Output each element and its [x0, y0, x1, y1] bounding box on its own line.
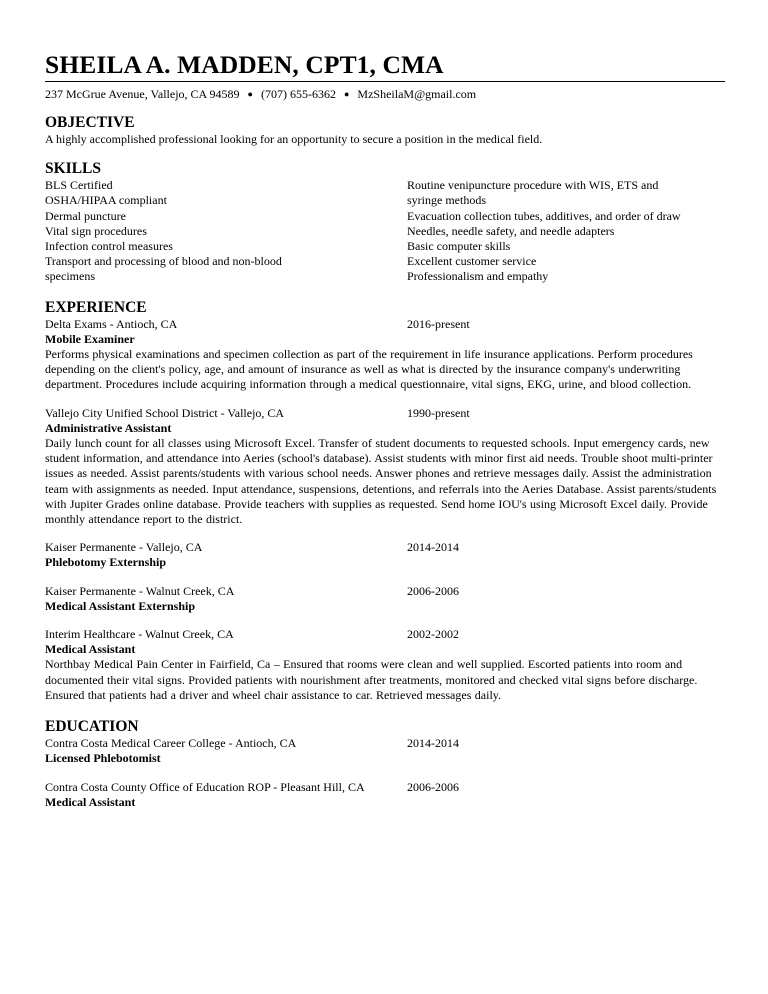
job-title: Medical Assistant: [45, 642, 136, 657]
job-description: Northbay Medical Pain Center in Fairfield, Ca – Ensured that rooms were clean and well supplied. Escorted patients into room and documented their vital signs. Provided patients with nourishment after treatments, monitored and checked vital signs before discharge. Ensured that patients had a driver and wheel chair assistance to car. Retrieved messages daily.: [45, 657, 698, 702]
education-dates: 2006-2006: [407, 779, 459, 794]
job-description: Daily lunch count for all classes using Microsoft Excel. Transfer of student documents to requested schools. Input emergency cards, new student information, and attendance into Aeries (school's database). Assist students with minor first aid needs. Trouble shoot multi-printer issues as needed. Assist parents/students with various school needs. Answer phones and retrieve messages daily. Assist the administration team with assignments as needed. Input attendance, suspensions, detentions, and referrals into the Aeries Database. Assist parents/students with Jupiter Grades online database. Provide teachers with supplies as requested. Send home IOU's using Microsoft Excel daily. Provide monthly attendance report to the district.: [45, 436, 717, 527]
email: MzSheilaM@gmail.com: [357, 87, 477, 101]
job-title: Medical Assistant Externship: [45, 598, 196, 613]
skill-item: Vital sign procedures: [45, 223, 147, 238]
job-employer: Vallejo City Unified School District - Vallejo, CA: [45, 405, 285, 420]
education-credential: Medical Assistant: [45, 794, 136, 809]
header-divider: [45, 81, 725, 82]
job-entry: [45, 317, 725, 393]
education-credential: Licensed Phlebotomist: [45, 751, 161, 766]
job-employer: Interim Healthcare - Walnut Creek, CA: [45, 627, 234, 642]
resume-page: [45, 50, 725, 810]
job-entry: [45, 406, 725, 528]
skill-item: OSHA/HIPAA compliant: [45, 193, 167, 208]
experience-section: [45, 299, 725, 703]
skill-item: Professionalism and empathy: [407, 269, 549, 284]
education-school: Contra Costa Medical Career College - Antioch, CA: [45, 736, 297, 751]
job-employer: Kaiser Permanente - Vallejo, CA: [45, 540, 203, 555]
skills-right-column: [407, 178, 725, 284]
skill-item: Dermal puncture: [45, 208, 126, 223]
job-entry: [45, 584, 725, 614]
skill-item: syringe methods: [407, 193, 486, 208]
skill-item: specimens: [45, 269, 95, 284]
address: 237 McGrue Avenue, Vallejo, CA 94589: [45, 87, 240, 101]
education-school: Contra Costa County Office of Education ROP - Pleasant Hill, CA: [45, 779, 365, 794]
skills-left-column: [45, 178, 407, 284]
bullet-separator-icon: ●: [343, 89, 350, 99]
job-dates: 2002-2002: [407, 627, 459, 642]
objective-section: [45, 114, 725, 147]
job-description: Performs physical examinations and specimen collection as part of the requirement in life insurance applications. Perform procedures depending on the client's policy, age, and amount of insurance as well as what is directed by the insurance company's underwriting department. Procedures include acquiring information through a medical questionnaire, vital signs, EKG, urine, and blood collection.: [45, 347, 693, 392]
education-entry: [45, 780, 725, 810]
skill-item: Excellent customer service: [407, 254, 537, 269]
candidate-name: SHEILA A. MADDEN, CPT1, CMA: [45, 50, 444, 79]
job-employer: Delta Exams - Antioch, CA: [45, 316, 178, 331]
skills-columns: [45, 178, 725, 284]
skill-item: BLS Certified: [45, 178, 113, 193]
objective-heading: OBJECTIVE: [45, 114, 135, 131]
education-heading: EDUCATION: [45, 718, 139, 736]
experience-heading: EXPERIENCE: [45, 298, 147, 316]
skill-item: Transport and processing of blood and non-blood: [45, 254, 282, 269]
skill-item: Basic computer skills: [407, 239, 511, 254]
resume-header: [45, 50, 725, 102]
objective-text: A highly accomplished professional looking for an opportunity to secure a position in the medical field.: [45, 132, 543, 146]
job-title: Mobile Examiner: [45, 331, 135, 346]
job-dates: 2006-2006: [407, 583, 459, 598]
job-employer: Kaiser Permanente - Walnut Creek, CA: [45, 583, 235, 598]
job-title: Administrative Assistant: [45, 420, 172, 435]
job-entry: [45, 540, 725, 570]
education-dates: 2014-2014: [407, 736, 459, 751]
job-dates: 2014-2014: [407, 540, 459, 555]
skills-heading: SKILLS: [45, 160, 102, 178]
contact-line: [45, 86, 725, 102]
skills-section: [45, 160, 725, 284]
skill-item: Routine venipuncture procedure with WIS, ETS and: [407, 178, 659, 193]
job-dates: 1990-present: [407, 405, 470, 420]
education-section: [45, 718, 725, 810]
skill-item: Needles, needle safety, and needle adapters: [407, 223, 615, 238]
skill-item: Infection control measures: [45, 239, 173, 254]
phone: (707) 655-6362: [260, 87, 336, 101]
job-entry: [45, 627, 725, 703]
bullet-separator-icon: ●: [247, 89, 253, 99]
job-dates: 2016-present: [407, 316, 470, 331]
education-entry: [45, 736, 725, 766]
job-title: Phlebotomy Externship: [45, 555, 167, 570]
skill-item: Evacuation collection tubes, additives, and order of draw: [407, 208, 681, 223]
